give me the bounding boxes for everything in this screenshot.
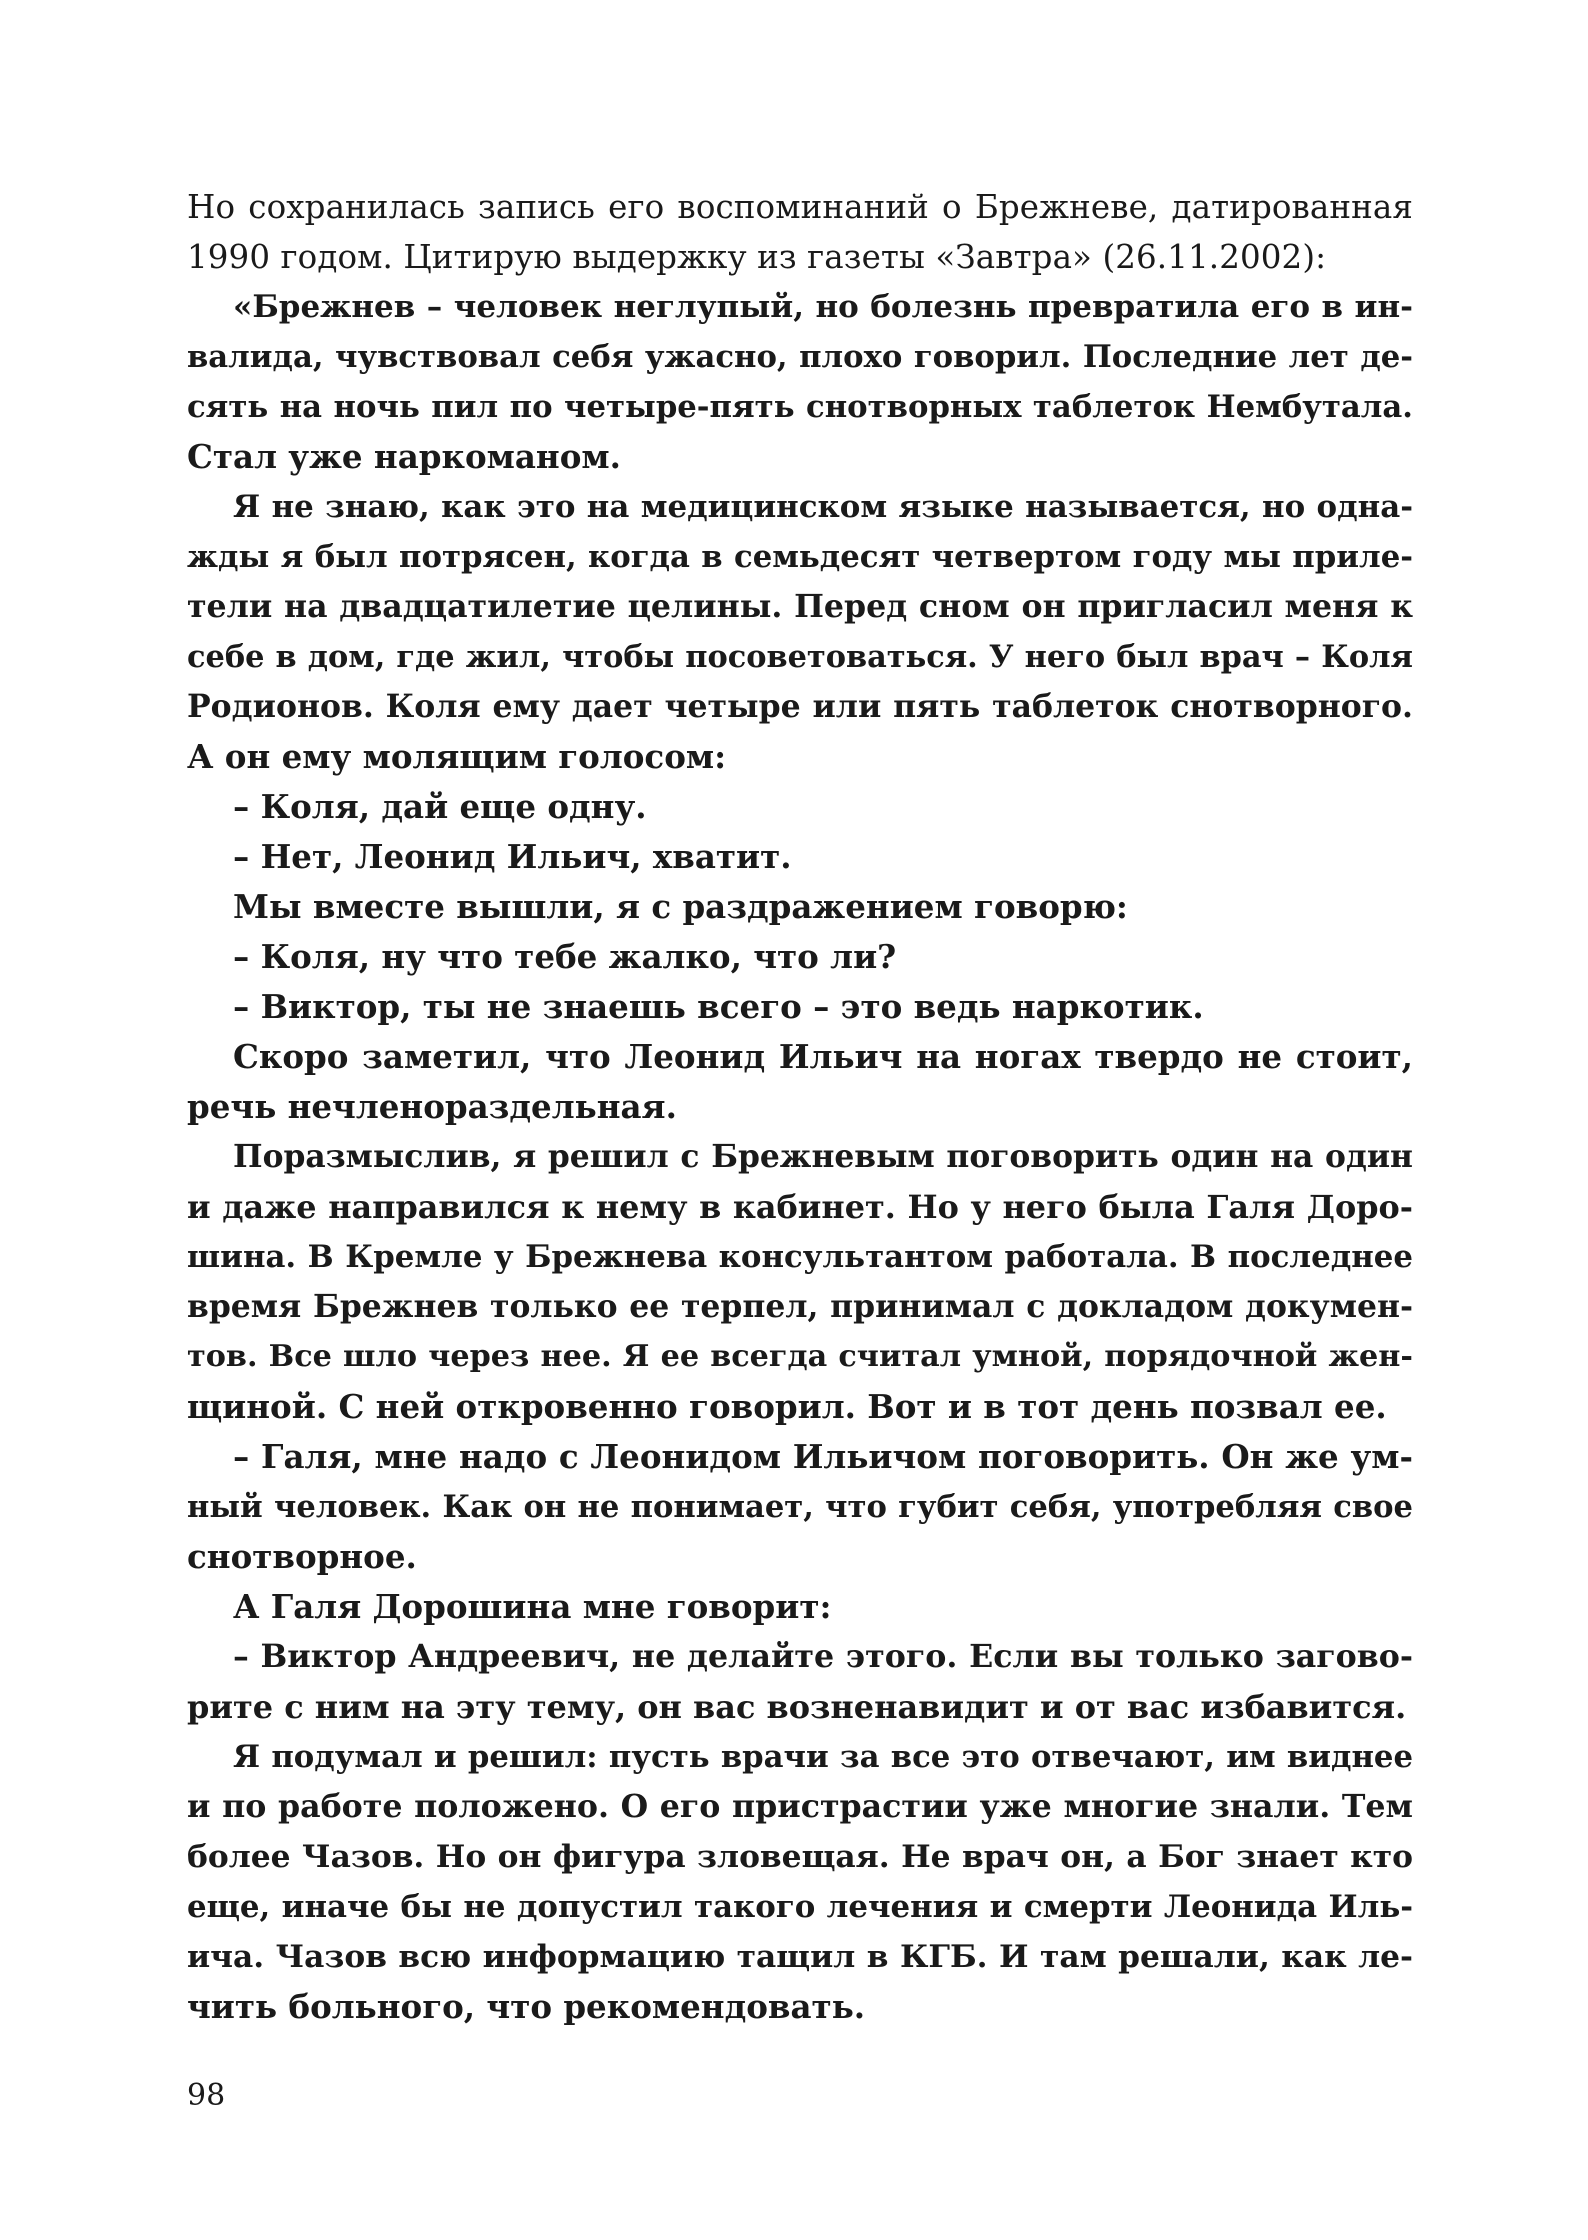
page-number: 98 [187, 2078, 226, 2113]
quote-line: «Брежнев – человек неглупый, но болезнь превратила его в ин- [233, 289, 1413, 325]
quote-line: чить больного, что рекомендовать. [187, 1987, 866, 2026]
quote-line: А он ему молящим голосом: [187, 737, 727, 776]
quote-line: – Виктор Андреевич, не делайте этого. Если вы только загово- [233, 1638, 1413, 1675]
quote-line: Мы вместе вышли, я с раздражением говорю: [233, 887, 1128, 926]
quote-line: – Виктор, ты не знаешь всего – это ведь наркотик. [233, 987, 1204, 1026]
quote-line: Родионов. Коля ему дает четыре или пять таблеток снотворного. [187, 688, 1413, 725]
text-line: 1990 годом. Цитирую выдержку из газеты «Завтра» (26.11.2002): [187, 238, 1327, 276]
quote-line: А Галя Дорошина мне говорит: [233, 1587, 832, 1626]
quote-line: жды я был потрясен, когда в семьдесят четвертом году мы приле- [187, 539, 1413, 575]
quote-line: речь нечленораздельная. [187, 1087, 677, 1126]
quote-line: ича. Чазов всю информацию тащил в КГБ. И там решали, как ле- [187, 1939, 1413, 1975]
quote-line: снотворное. [187, 1537, 417, 1576]
quote-line: – Нет, Леонид Ильич, хватит. [233, 837, 792, 876]
quote-line: – Коля, ну что тебе жалко, что ли? [233, 937, 897, 976]
quote-line: Я подумал и решил: пусть врачи за все это отвечают, им виднее [233, 1739, 1413, 1775]
quote-line: себе в дом, где жил, чтобы посоветоваться. У него был врач – Коля [187, 639, 1413, 675]
quote-line: время Брежнев только ее терпел, принимал с докладом докумен- [187, 1289, 1413, 1325]
quote-line: – Галя, мне надо с Леонидом Ильичом поговорить. Он же ум- [233, 1437, 1413, 1476]
quote-line: тов. Все шло через нее. Я ее всегда считал умной, порядочной жен- [187, 1339, 1413, 1374]
quote-line: Стал уже наркоманом. [187, 437, 621, 476]
quote-line: Поразмыслив, я решил с Брежневым поговорить один на один [233, 1139, 1413, 1175]
quote-line: более Чазов. Но он фигура зловещая. Не врач он, а Бог знает кто [187, 1839, 1413, 1875]
quote-line: и по работе положено. О его пристрастии уже многие знали. Тем [187, 1788, 1413, 1825]
quote-line: сять на ночь пил по четыре-пять снотворных таблеток Нембутала. [187, 389, 1413, 425]
quote-line: рите с ним на эту тему, он вас возненавидит и от вас избавится. [187, 1688, 1407, 1726]
quote-line: шина. В Кремле у Брежнева консультантом работала. В последнее [187, 1239, 1413, 1275]
quote-line: еще, иначе бы не допустил такого лечения и смерти Леонида Иль- [187, 1889, 1413, 1925]
quote-line: ный человек. Как он не понимает, что губит себя, употребляя свое [187, 1489, 1413, 1525]
quote-line: валида, чувствовал себя ужасно, плохо говорил. Последние лет де- [187, 339, 1413, 375]
quote-line: тели на двадцатилетие целины. Перед сном он пригласил меня к [187, 588, 1413, 625]
text-line: Но сохранилась запись его воспоминаний о Брежневе, датированная [187, 188, 1413, 226]
quote-line: Я не знаю, как это на медицинском языке называется, но одна- [233, 489, 1413, 525]
quote-line: и даже направился к нему в кабинет. Но у него была Галя Доро- [187, 1188, 1413, 1226]
body-text [187, 182, 1413, 2032]
quote-line: щиной. С ней откровенно говорил. Вот и в тот день позвал ее. [187, 1387, 1387, 1426]
quote-line: – Коля, дай еще одну. [233, 787, 647, 826]
quote-line: Скоро заметил, что Леонид Ильич на ногах твердо не стоит, [233, 1037, 1413, 1076]
